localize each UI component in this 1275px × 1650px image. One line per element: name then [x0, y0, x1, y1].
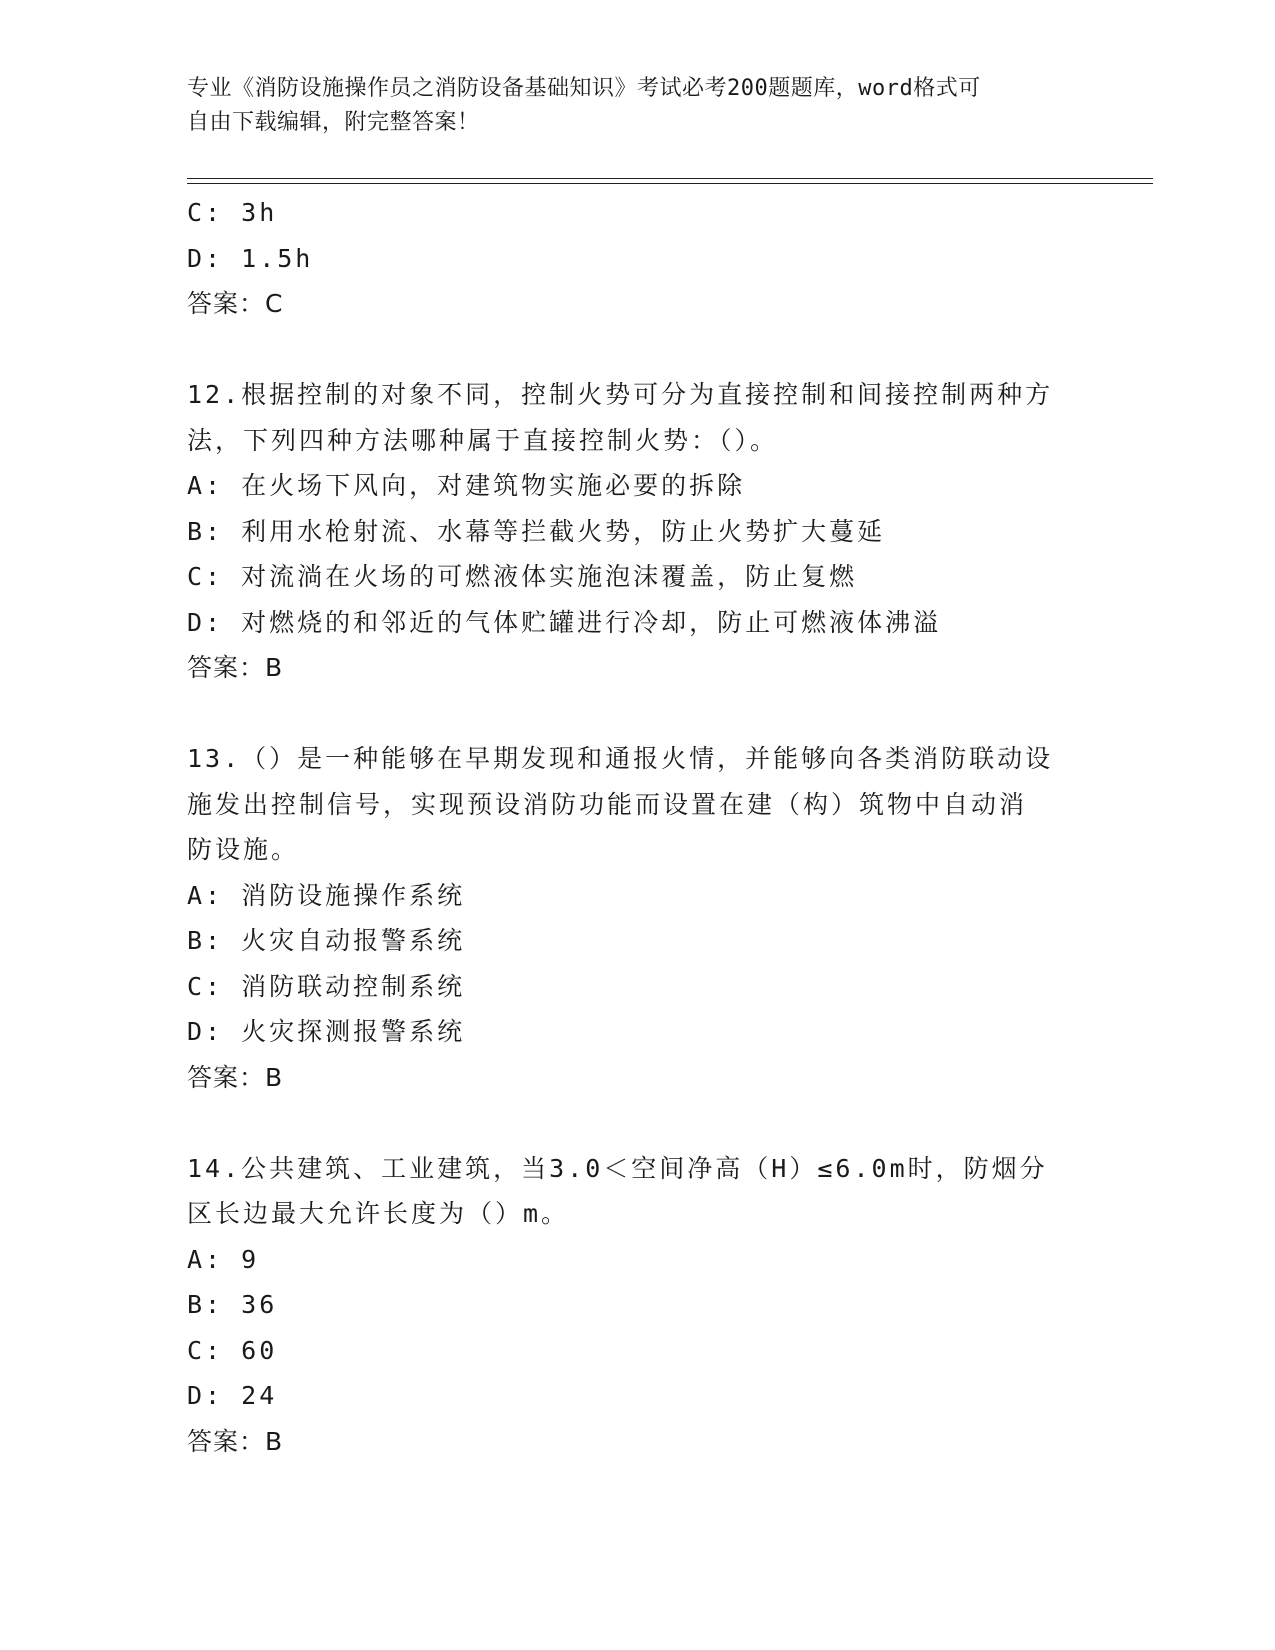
question-text-line: 施发出控制信号，实现预设消防功能而设置在建（构）筑物中自动消: [187, 789, 1028, 819]
option-c: C: 对流淌在火场的可燃液体实施泡沫覆盖，防止复燃: [187, 562, 858, 591]
answer-line: [187, 1055, 1087, 1101]
answer-label: 答案：: [187, 289, 266, 318]
header-divider-top: [187, 178, 1153, 179]
answer-line: [187, 1419, 1087, 1465]
question-13: [187, 736, 1087, 1100]
question-text-line: 法，下列四种方法哪种属于直接控制火势：（）。: [187, 425, 779, 455]
option-b: B: 利用水枪射流、水幕等拦截火势，防止火势扩大蔓延: [187, 516, 886, 546]
option-c: C: 消防联动控制系统: [187, 971, 466, 1001]
question-text-line: 区长边最大允许长度为（）m。: [187, 1199, 570, 1228]
question-text-line: 13.（）是一种能够在早期发现和通报火情，并能够向各类消防联动设: [187, 744, 1054, 773]
answer-value: B: [265, 1426, 283, 1456]
document-header: [187, 72, 1067, 140]
question-12: [187, 372, 1087, 691]
header-line-2: 自由下载编辑，附完整答案！: [187, 110, 480, 135]
question-11-continued: [187, 190, 1087, 327]
answer-value: B: [265, 653, 283, 682]
option-d: D: 24: [187, 1381, 278, 1410]
option-b: B: 36: [187, 1290, 278, 1319]
option-c: C: 3h: [187, 198, 278, 227]
question-text-line: 12.根据控制的对象不同，控制火势可分为直接控制和间接控制两种方: [187, 380, 1054, 409]
option-a: A: 在火场下风向，对建筑物实施必要的拆除: [187, 471, 746, 500]
answer-value: C: [265, 289, 283, 318]
question-text-line: 防设施。: [187, 835, 300, 864]
option-a: A: 消防设施操作系统: [187, 880, 466, 910]
answer-line: [187, 281, 1087, 327]
question-list: [187, 190, 1087, 1464]
answer-label: 答案：: [187, 1062, 266, 1092]
option-a: A: 9: [187, 1244, 260, 1274]
option-d: D: 火灾探测报警系统: [187, 1017, 466, 1046]
header-divider-bottom: [187, 183, 1153, 184]
answer-line: [187, 645, 1087, 691]
question-text-line: 14.公共建筑、工业建筑，当3.0＜空间净高（H）≤6.0m时，防烟分: [187, 1153, 1048, 1183]
option-c: C: 60: [187, 1335, 278, 1365]
question-14: [187, 1146, 1087, 1465]
answer-label: 答案：: [187, 1426, 266, 1456]
option-d: D: 1.5h: [187, 243, 314, 273]
option-d: D: 对燃烧的和邻近的气体贮罐进行冷却，防止可燃液体沸溢: [187, 607, 942, 637]
answer-value: B: [265, 1062, 283, 1092]
option-b: B: 火灾自动报警系统: [187, 926, 466, 955]
header-line-1: 专业《消防设施操作员之消防设备基础知识》考试必考200题题库，word格式可: [187, 76, 981, 101]
answer-label: 答案：: [187, 653, 266, 682]
